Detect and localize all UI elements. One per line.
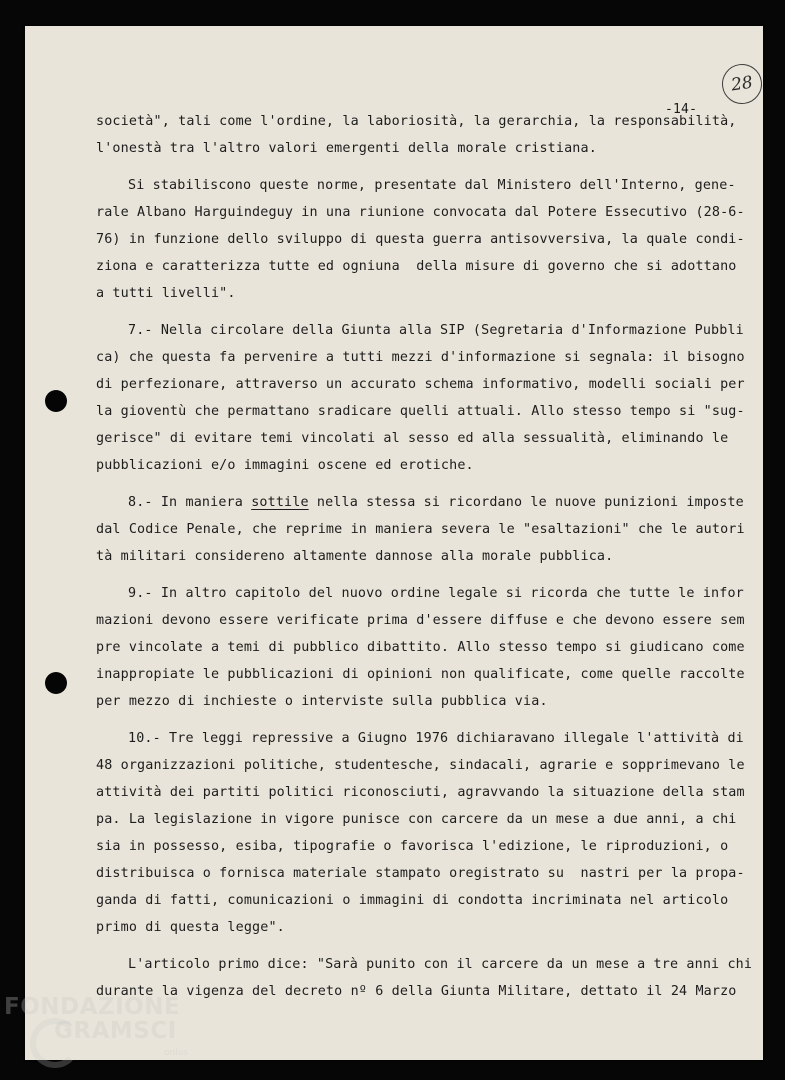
- text-line: pa. La legislazione in vigore punisce con carcere da un mese a due anni, a chi: [96, 812, 737, 827]
- page-number: -14-: [665, 102, 698, 117]
- text-line: rale Albano Harguindeguy in una riunione convocata dal Potere Essecutivo (28-6-: [96, 205, 745, 220]
- text-line: inappropiate le pubblicazioni di opinioni non qualificate, come quelle raccolte: [96, 667, 745, 682]
- typed-body-text: [96, 108, 753, 1005]
- text-line: pre vincolate a temi di pubblico dibattito. Allo stesso tempo si giudicano come: [96, 640, 745, 655]
- text-line: sia in possesso, esiba, tipografie o favorisca l'edizione, le riproduzioni, o: [96, 839, 729, 854]
- text-line: ziona e caratterizza tutte ed ogniuna della misure di governo che si adottano: [96, 259, 737, 274]
- text-line: 10.- Tre leggi repressive a Giugno 1976 dichiaravano illegale l'attività di: [128, 731, 744, 746]
- folio-number: 28: [729, 72, 755, 96]
- text-line: dal Codice Penale, che reprime in maniera severa le "esaltazioni" che le autori: [96, 522, 745, 537]
- text-line: 7.- Nella circolare della Giunta alla SIP (Segretaria d'Informazione Pubbli: [128, 323, 744, 338]
- watermark-line1: FONDAZIONE: [4, 994, 181, 1020]
- text-line: distribuisca o fornisca materiale stampato oregistrato su nastri per la propa-: [96, 866, 745, 881]
- text-line: a tutti livelli".: [96, 286, 236, 301]
- text-line: pubblicazioni e/o immagini oscene ed erotiche.: [96, 458, 474, 473]
- text-line: di perfezionare, attraverso un accurato schema informativo, modelli sociali per: [96, 377, 745, 392]
- text-line: Si stabiliscono queste norme, presentate dal Ministero dell'Interno, gene-: [128, 178, 736, 193]
- text-line: ganda di fatti, comunicazioni o immagini di condotta incriminata nel articolo: [96, 893, 729, 908]
- punch-hole: [45, 672, 67, 694]
- text-line: gerisce" di evitare temi vincolati al sesso ed alla sessualità, eliminando le: [96, 431, 729, 446]
- watermark-line2: GRAMSCI: [54, 1018, 177, 1044]
- text-line: 9.- In altro capitolo del nuovo ordine legale si ricorda che tutte le infor: [128, 586, 744, 601]
- text-line-underlined: 8.- In maniera sottile nella stessa si ricordano le nuove punizioni imposte: [128, 495, 744, 510]
- text-line: attività dei partiti politici riconosciuti, agravvando la situazione della stam: [96, 785, 745, 800]
- text-line: tà militari considereno altamente dannose alla morale pubblica.: [96, 549, 614, 564]
- text-line: primo di questa legge".: [96, 920, 285, 935]
- text-line: società", tali come l'ordine, la laboriosità, la gerarchia, la responsabilità,: [96, 114, 737, 129]
- text-line: durante la vigenza del decreto nº 6 della Giunta Militare, dettato il 24 Marzo: [96, 984, 737, 999]
- text-line: l'onestà tra l'altro valori emergenti della morale cristiana.: [96, 141, 597, 156]
- fondazione-gramsci-watermark: [4, 992, 204, 1076]
- text-line: 76) in funzione dello sviluppo di questa guerra antisovversiva, la quale condi-: [96, 232, 745, 247]
- text-line: mazioni devono essere verificate prima d'essere diffuse e che devono essere sem: [96, 613, 745, 628]
- text-line: L'articolo primo dice: "Sarà punito con il carcere da un mese a tre anni chi: [128, 957, 753, 972]
- watermark-line3: onlus: [164, 1048, 189, 1058]
- text-line: la gioventù che permattano sradicare quelli attuali. Allo stesso tempo si "sug-: [96, 404, 745, 419]
- punch-hole: [45, 390, 67, 412]
- text-line: 48 organizzazioni politiche, studentesche, sindacali, agrarie e sopprimevano le: [96, 758, 745, 773]
- text-line: per mezzo di inchieste o interviste sulla pubblica via.: [96, 694, 548, 709]
- text-line: ca) che questa fa pervenire a tutti mezzi d'informazione si segnala: il bisogno: [96, 350, 745, 365]
- folio-stamp: [719, 61, 764, 106]
- underlined-word: sottile: [251, 495, 309, 510]
